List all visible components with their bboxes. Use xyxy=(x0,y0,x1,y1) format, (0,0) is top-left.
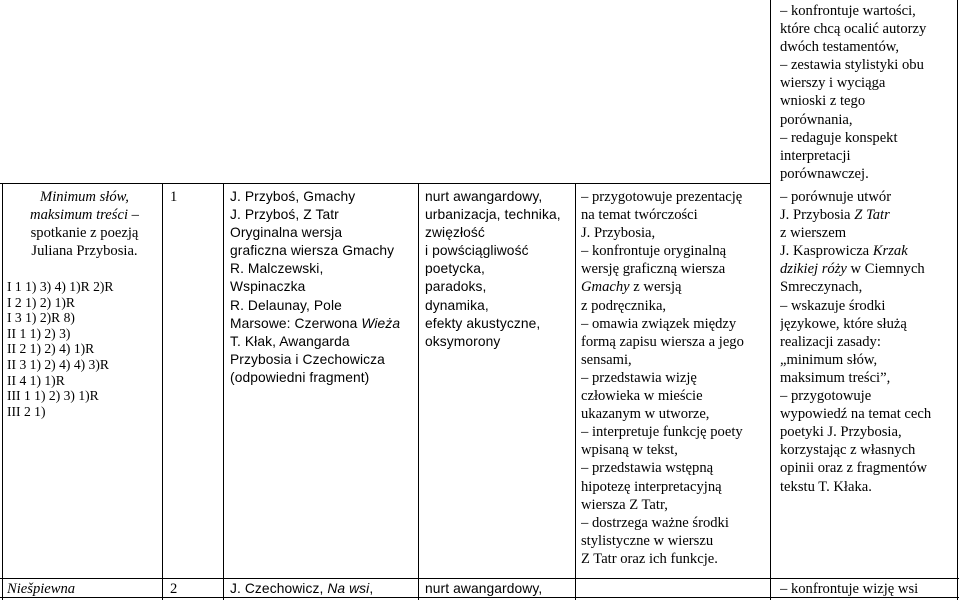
hours-cell xyxy=(170,188,220,206)
text-fragment: , xyxy=(369,581,374,596)
activity-line: J. Przybosia, xyxy=(581,225,656,242)
next-advanced: – konfrontuje wizję wsi xyxy=(780,581,919,597)
text-fragment: Gmachy xyxy=(581,279,630,296)
activity-line: sensami, xyxy=(581,351,632,368)
concept-line: poetycka, xyxy=(425,261,485,277)
text-line: Przybosia i Czechowicza xyxy=(230,351,385,367)
activity-line: hipotezę interpretacyjną xyxy=(581,478,722,495)
text-fragment: Z Tatr xyxy=(854,207,890,224)
code-line: III 2 1) xyxy=(7,403,46,419)
advanced-line: które chcą ocalić autorzy xyxy=(780,21,927,38)
text-line: Oryginalna wersja xyxy=(230,225,343,241)
activity-line: wiersza Z Tatr, xyxy=(581,496,668,513)
concepts-cell xyxy=(425,188,573,351)
advanced-line: wierszy i wyciąga xyxy=(780,75,886,92)
advanced-line xyxy=(780,242,956,260)
code-line: I 1 1) 3) 4) 1)R 2)R xyxy=(7,279,114,294)
text-fragment: z wersją xyxy=(629,279,682,296)
activity-line: formą zapisu wiersza a jego xyxy=(581,333,744,350)
code-line: II 1 1) 2) 3) xyxy=(7,325,71,341)
advanced-line: porównania, xyxy=(780,111,853,128)
table-border-right xyxy=(957,0,958,600)
text-line: J. Przyboś, Z Tatr xyxy=(230,207,339,223)
text-line xyxy=(230,315,416,333)
code-line: I 2 1) 2) 1)R xyxy=(7,294,75,310)
next-hours-cell xyxy=(170,580,220,598)
text-fragment: J. Czechowicz, xyxy=(230,581,328,596)
text-fragment: w Ciemnych xyxy=(846,261,925,278)
table-border-left xyxy=(2,183,3,600)
text-line: T. Kłak, Awangarda xyxy=(230,333,350,349)
advanced-line: językowe, które służą xyxy=(780,315,907,332)
text-fragment: Marsowe: Czerwona xyxy=(230,315,358,331)
advanced-line: z wierszem xyxy=(780,225,847,242)
activity-line: człowieka w mieście xyxy=(581,388,703,405)
hours-number: 1 xyxy=(170,189,178,205)
advanced-line: Smreczynach, xyxy=(780,279,863,296)
advanced-line: – porównuje utwór xyxy=(780,189,892,205)
advanced-line: – wskazuje środki xyxy=(780,297,886,314)
text-line: graficzna wiersza Gmachy xyxy=(230,243,395,259)
column-divider-5 xyxy=(770,0,771,600)
activity-line: – przedstawia wizję xyxy=(581,369,697,386)
text-line: R. Delaunay, Pole xyxy=(230,297,342,313)
next-text-cell xyxy=(230,580,416,598)
text-fragment: Na wsi xyxy=(327,581,370,596)
activity-line xyxy=(581,278,769,296)
column-divider-4 xyxy=(575,183,576,600)
advanced-line: poetyki J. Przybosia, xyxy=(780,424,902,441)
concept-line: efekty akustyczne, xyxy=(425,315,541,331)
next-concept: nurt awangardowy, xyxy=(425,581,543,596)
code-line: II 4 1) 1)R xyxy=(7,372,65,388)
advanced-line: – redaguje konspekt xyxy=(780,129,898,146)
code-line: I 3 1) 2)R 8) xyxy=(7,310,75,326)
next-text xyxy=(230,580,416,598)
advanced-line: korzystając z własnych xyxy=(780,442,916,459)
table-border-top xyxy=(0,183,770,184)
advanced-line: wypowiedź na temat cech xyxy=(780,406,932,423)
text-fragment: J. Kasprowicza xyxy=(780,243,873,260)
advanced-activities-top xyxy=(780,2,956,183)
activity-line: wersję graficzną wiersza xyxy=(581,261,726,278)
next-concept-cell xyxy=(425,580,573,598)
column-divider-1 xyxy=(162,183,163,600)
concept-line: oksymorony xyxy=(425,333,501,349)
texts-cell xyxy=(230,188,416,387)
advanced-line xyxy=(780,206,956,224)
concept-line: i powściągliwość xyxy=(425,243,529,259)
activity-line: – konfrontuje oryginalną xyxy=(581,243,727,260)
curriculum-codes xyxy=(7,279,162,419)
table-border-row xyxy=(0,578,959,579)
topic-line: spotkanie z poezją xyxy=(30,225,139,242)
text-fragment: Wieża xyxy=(361,315,401,331)
activity-line: wpisaną w tekst, xyxy=(581,442,678,459)
text-line: R. Malczewski, xyxy=(230,261,324,277)
advanced-line: interpretacji xyxy=(780,147,851,164)
next-advanced-cell xyxy=(780,580,956,598)
advanced-line: – przygotowuje xyxy=(780,388,872,405)
text-line: (odpowiedni fragment) xyxy=(230,369,370,385)
topic-line: maksimum treści – xyxy=(30,207,139,224)
next-hours: 2 xyxy=(170,581,178,597)
activity-line: – przedstawia wstępną xyxy=(581,460,714,477)
next-topic: Niešpiewna xyxy=(7,581,76,597)
advanced-line: porównawczej. xyxy=(780,165,869,182)
advanced-line: maksimum treści”, xyxy=(780,369,891,386)
advanced-line: wnioski z tego xyxy=(780,93,866,110)
text-fragment: dzikiej róży xyxy=(780,261,847,278)
advanced-line xyxy=(780,260,956,278)
topic-line: Minimum słów, xyxy=(40,189,129,205)
concept-line: paradoks, xyxy=(425,279,487,295)
advanced-line: – konfrontuje wartości, xyxy=(780,3,916,19)
activity-line: – omawia związek między xyxy=(581,315,737,332)
activity-line: – przygotowuje prezentację xyxy=(581,189,743,205)
advanced-line: – zestawia stylistyki obu xyxy=(780,57,924,74)
activity-line: – interpretuje funkcję poety xyxy=(581,424,743,441)
topic-cell xyxy=(7,188,162,260)
activities-cell xyxy=(581,188,769,568)
code-line: III 1 1) 2) 3) 1)R xyxy=(7,388,99,404)
text-line: Wspinaczka xyxy=(230,279,306,295)
text-fragment: J. Przybosia xyxy=(780,207,855,224)
text-fragment: Krzak xyxy=(872,243,908,260)
text-line: J. Przyboś, Gmachy xyxy=(230,189,356,204)
code-line: II 2 1) 2) 4) 1)R xyxy=(7,341,95,357)
column-divider-3 xyxy=(418,183,419,600)
advanced-line: „minimum słów, xyxy=(780,351,878,368)
concept-line: urbanizacja, technika, xyxy=(425,207,561,223)
next-topic-cell xyxy=(7,580,162,598)
concept-line: dynamika, xyxy=(425,297,489,313)
advanced-line: tekstu T. Kłaka. xyxy=(780,478,872,495)
activity-line: – dostrzega ważne środki xyxy=(581,514,729,531)
topic-line: Juliana Przybosia. xyxy=(31,243,138,260)
activity-line: z podręcznika, xyxy=(581,297,667,314)
advanced-line: opinii oraz z fragmentów xyxy=(780,460,928,477)
advanced-activities-cell xyxy=(780,188,956,496)
activity-line: stylistyczne w wierszu xyxy=(581,532,714,549)
advanced-line: realizacji zasady: xyxy=(780,333,881,350)
concept-line: nurt awangardowy, xyxy=(425,189,543,204)
code-line: II 3 1) 2) 4) 4) 3)R xyxy=(7,356,109,372)
concept-line: zwięzłość xyxy=(425,225,485,241)
activity-line: ukazanym w utworze, xyxy=(581,406,710,423)
column-divider-2 xyxy=(223,183,224,600)
advanced-line: dwóch testamentów, xyxy=(780,39,900,56)
activity-line: na temat twórczości xyxy=(581,207,698,224)
activity-line: Z Tatr oraz ich funkcje. xyxy=(581,550,718,567)
